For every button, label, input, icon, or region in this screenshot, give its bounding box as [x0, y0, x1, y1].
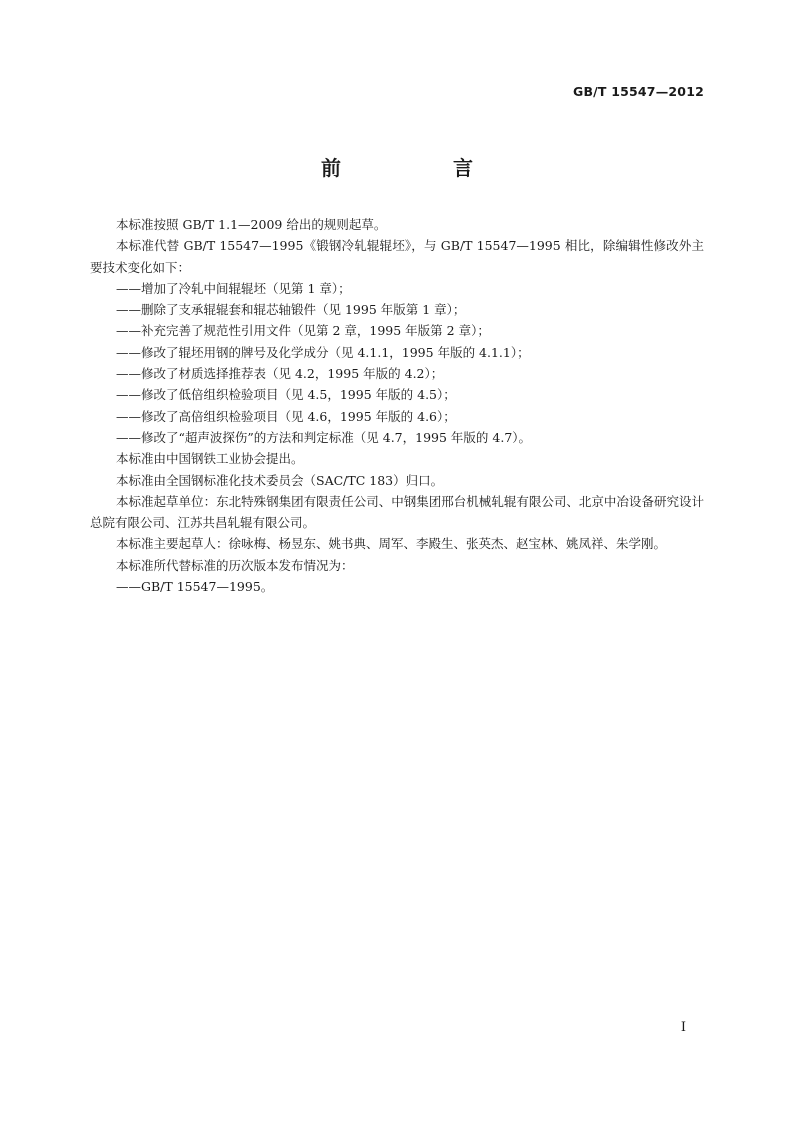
- change-item: ——修改了材质选择推荐表（见 4.2，1995 年版的 4.2）；: [116, 366, 444, 382]
- standard-code: GB/T 15547—2012: [572, 84, 704, 99]
- page-title: 前 言: [321, 156, 519, 180]
- change-item: ——修改了“超声波探伤”的方法和判定标准（见 4.7，1995 年版的 4.7）。: [116, 429, 532, 445]
- change-item: ——修改了辊坯用钢的牌号及化学成分（见 4.1.1，1995 年版的 4.1.1）；: [116, 344, 530, 360]
- history-item: ——GB/T 15547—1995。: [116, 579, 274, 595]
- change-item: ——补充完善了规范性引用文件（见第 2 章，1995 年版第 2 章）；: [116, 323, 490, 339]
- change-item: ——修改了高倍组织检验项目（见 4.6，1995 年版的 4.6）；: [116, 408, 456, 424]
- paragraph-drafting-units: 本标准起草单位：东北特殊钢集团有限责任公司、中钢集团邢台机械轧辊有限公司、北京中冶设备研究设计总院有限公司、江苏共昌轧辊有限公司。: [90, 493, 704, 531]
- paragraph-drafters: 本标准主要起草人：徐咏梅、杨昱东、姚书典、周军、李殿生、张英杰、赵宝林、姚凤祥、朱学刚。: [116, 536, 667, 552]
- change-item: ——修改了低倍组织检验项目（见 4.5，1995 年版的 4.5）；: [116, 387, 456, 403]
- change-item: ——增加了冷轧中间辊辊坯（见第 1 章）；: [116, 280, 351, 296]
- paragraph-history-intro: 本标准所代替标准的历次版本发布情况为：: [116, 557, 354, 573]
- paragraph-drafting-rules: 本标准按照 GB/T 1.1—2009 给出的规则起草。: [116, 217, 387, 232]
- paragraph-replacement: 本标准代替 GB/T 15547—1995《锻钢冷轧辊辊坯》，与 GB/T 15547—1995 相比，除编辑性修改外主要技术变化如下：: [90, 238, 704, 275]
- paragraph-committee: 本标准由全国钢标准化技术委员会（SAC/TC 183）归口。: [116, 472, 444, 488]
- paragraph-proposer: 本标准由中国钢铁工业协会提出。: [116, 451, 304, 467]
- change-item: ——删除了支承辊辊套和辊芯轴锻件（见 1995 年版第 1 章）；: [116, 302, 466, 318]
- document-body: [90, 214, 704, 597]
- page-number: I: [680, 1020, 686, 1035]
